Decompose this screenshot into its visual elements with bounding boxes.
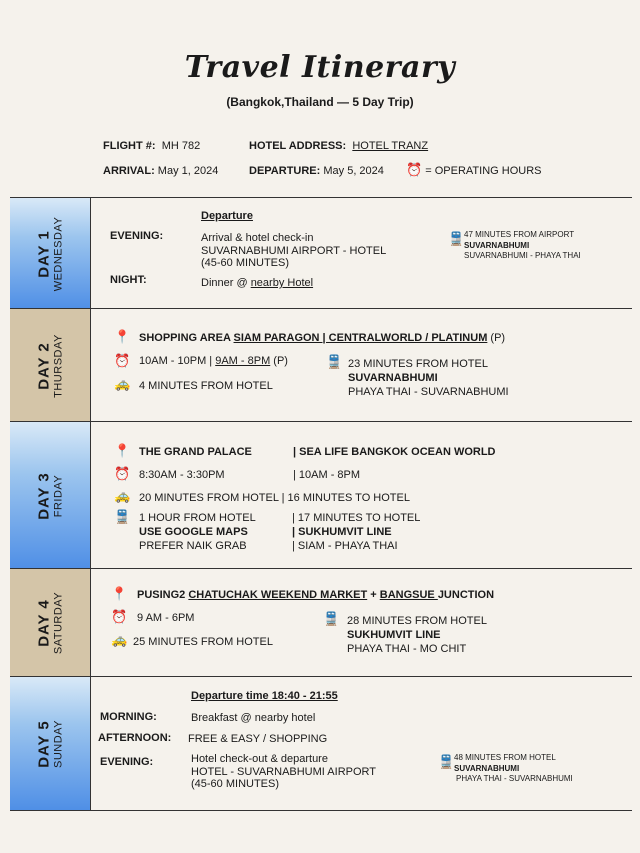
day-3-place-b: | SEA LIFE BANGKOK OCEAN WORLD [293,446,496,458]
day-1-row [10,197,632,309]
day-2-hours-suffix: (P) [270,355,288,367]
alarm-clock-icon: ⏰ [406,162,423,177]
day-4-weekday: SATURDAY [52,591,65,655]
day-3-train-b3: | SIAM - PHAYA THAI [292,540,398,552]
departure-value: May 5, 2024 [323,165,384,177]
day-4-place-mid: + [367,589,380,601]
day-5-tab [10,677,91,810]
day-4-label: DAY 4 [35,599,53,647]
day-2-weekday: THURSDAY [52,333,65,398]
day-3-label: DAY 3 [35,471,53,520]
day-5-afternoon-text: FREE & EASY / SHOPPING [188,733,328,745]
day-1-evening-line3: (45-60 MINUTES) [201,257,290,269]
hotel-info [249,140,428,152]
day-5-heading: Departure time 18:40 - 21:55 [191,690,338,702]
day-5-morning-text: Breakfast @ nearby hotel [191,712,316,724]
day-2-train-line1: 23 MINUTES FROM HOTEL [348,358,488,370]
day-5-evening-line1: Hotel check-out & departure [191,753,328,765]
day-2-shop-suffix: (P) [487,332,506,344]
page-subtitle: (Bangkok,Thailand — 5 Day Trip) [226,95,414,109]
day-2-hours-prefix: 10AM - 10PM | [139,355,216,367]
day-5-weekday: SUNDAY [52,719,65,768]
day-2-shop-link[interactable]: SIAM PARAGON | CENTRALWORLD / PLATINUM [233,332,488,344]
day-4-place-link2[interactable]: BANGSUE [379,589,438,601]
train-icon: 🚆 [438,754,455,769]
day-2-tab [10,309,91,422]
day-4-train-line3: PHAYA THAI - MO CHIT [347,643,467,655]
hotel-label: HOTEL ADDRESS: [249,140,347,152]
train-icon: 🚆 [114,509,131,524]
arrival-info [103,165,218,177]
day-2-shop-prefix: SHOPPING AREA [139,332,234,344]
day-5-label: DAY 5 [35,719,53,768]
day-3-weekday: FRIDAY [52,474,65,517]
day-1-train-line1: 47 MINUTES FROM AIRPORT [464,230,575,239]
flight-info [103,140,200,152]
location-pin-icon: 📍 [111,586,128,601]
day-5-morning-label: MORNING: [100,711,157,723]
arrival-label: ARRIVAL: [103,165,155,177]
day-2-train-line2: SUVARNABHUMI [348,372,438,384]
day-3-tab [10,422,91,569]
day-1-evening-line2: SUVARNABHUMI AIRPORT - HOTEL [201,245,387,257]
day-3-hours-b: | 10AM - 8PM [293,469,361,481]
day-5-evening-label: EVENING: [100,756,154,768]
day-3-train-a3: PREFER NAIK GRAB [139,540,247,552]
day-2-train-line3: PHAYA THAI - SUVARNABHUMI [348,386,509,398]
legend-text: = OPERATING HOURS [425,165,542,177]
day-2-taxi: 4 MINUTES FROM HOTEL [139,380,273,392]
flight-value: MH 782 [161,140,201,152]
day-4-row [10,568,632,677]
day-1-label: DAY 1 [35,229,53,278]
day-1-night-link[interactable]: nearby Hotel [250,277,314,289]
train-icon: 🚆 [448,231,465,246]
day-4-tab [10,569,91,677]
day-1-night [201,277,313,289]
day-5-afternoon-label: AFTERNOON: [98,732,172,744]
taxi-icon: 🚕 [114,488,131,503]
day-1-train-line3: SUVARNABHUMI - PHAYA THAI [464,251,581,260]
day-3-train-b2: | SUKHUMVIT LINE [292,526,392,538]
day-3-hours-a: 8:30AM - 3:30PM [139,469,225,481]
legend [406,162,541,178]
page-title: Travel Itinerary [184,50,456,85]
day-1-heading: Departure [201,210,253,222]
day-2-hours [139,355,288,367]
day-5-train-line2: SUVARNABHUMI [454,764,520,773]
hotel-link[interactable]: HOTEL TRANZ [352,140,429,152]
day-1-evening-line1: Arrival & hotel check-in [201,232,314,244]
day-1-train-line2: SUVARNABHUMI [464,241,530,250]
train-icon: 🚆 [326,354,343,369]
day-3-train-a1: 1 HOUR FROM HOTEL [139,512,256,524]
departure-label: DEPARTURE: [249,165,321,177]
train-icon: 🚆 [323,611,340,626]
day-1-night-label: NIGHT: [110,274,147,286]
alarm-clock-icon: ⏰ [114,353,131,368]
day-3-place-a: THE GRAND PALACE [139,446,252,458]
flight-label: FLIGHT #: [103,140,156,152]
day-4-hours: 9 AM - 6PM [137,612,195,624]
day-5-evening-line2: HOTEL - SUVARNABHUMI AIRPORT [191,766,376,778]
day-5-row [10,676,632,811]
day-2-row [10,308,632,422]
day-5-train-line3: PHAYA THAI - SUVARNABHUMI [456,774,573,783]
day-4-taxi: 25 MINUTES FROM HOTEL [133,636,273,648]
day-4-place [137,589,494,601]
day-4-place-suffix: JUNCTION [437,589,495,601]
location-pin-icon: 📍 [114,329,131,344]
day-1-evening-label: EVENING: [110,230,164,242]
day-1-tab [10,198,91,309]
location-pin-icon: 📍 [114,443,131,458]
day-5-train-line1: 48 MINUTES FROM HOTEL [454,753,556,762]
taxi-icon: 🚕 [114,376,131,391]
day-2-hours-link[interactable]: 9AM - 8PM [215,355,271,367]
day-4-place-link1[interactable]: CHATUCHAK WEEKEND MARKET [188,589,368,601]
taxi-icon: 🚕 [111,632,128,647]
day-1-night-text: Dinner @ [201,277,251,289]
day-4-place-prefix: PUSING2 [137,589,189,601]
day-4-train-line1: 28 MINUTES FROM HOTEL [347,615,487,627]
day-2-label: DAY 2 [35,341,53,390]
alarm-clock-icon: ⏰ [111,609,128,624]
day-3-taxi: 20 MINUTES FROM HOTEL | 16 MINUTES TO HOTEL [139,492,410,504]
day-1-weekday: WEDNESDAY [52,216,65,291]
day-5-evening-line3: (45-60 MINUTES) [191,778,280,790]
arrival-value: May 1, 2024 [157,165,219,177]
day-2-shopping [139,332,505,344]
day-4-train-line2: SUKHUMVIT LINE [347,629,441,641]
alarm-clock-icon: ⏰ [114,466,131,481]
day-3-row [10,421,632,569]
day-3-train-a2: USE GOOGLE MAPS [139,526,248,538]
day-3-train-b1: | 17 MINUTES TO HOTEL [292,512,421,524]
departure-info [249,165,384,177]
